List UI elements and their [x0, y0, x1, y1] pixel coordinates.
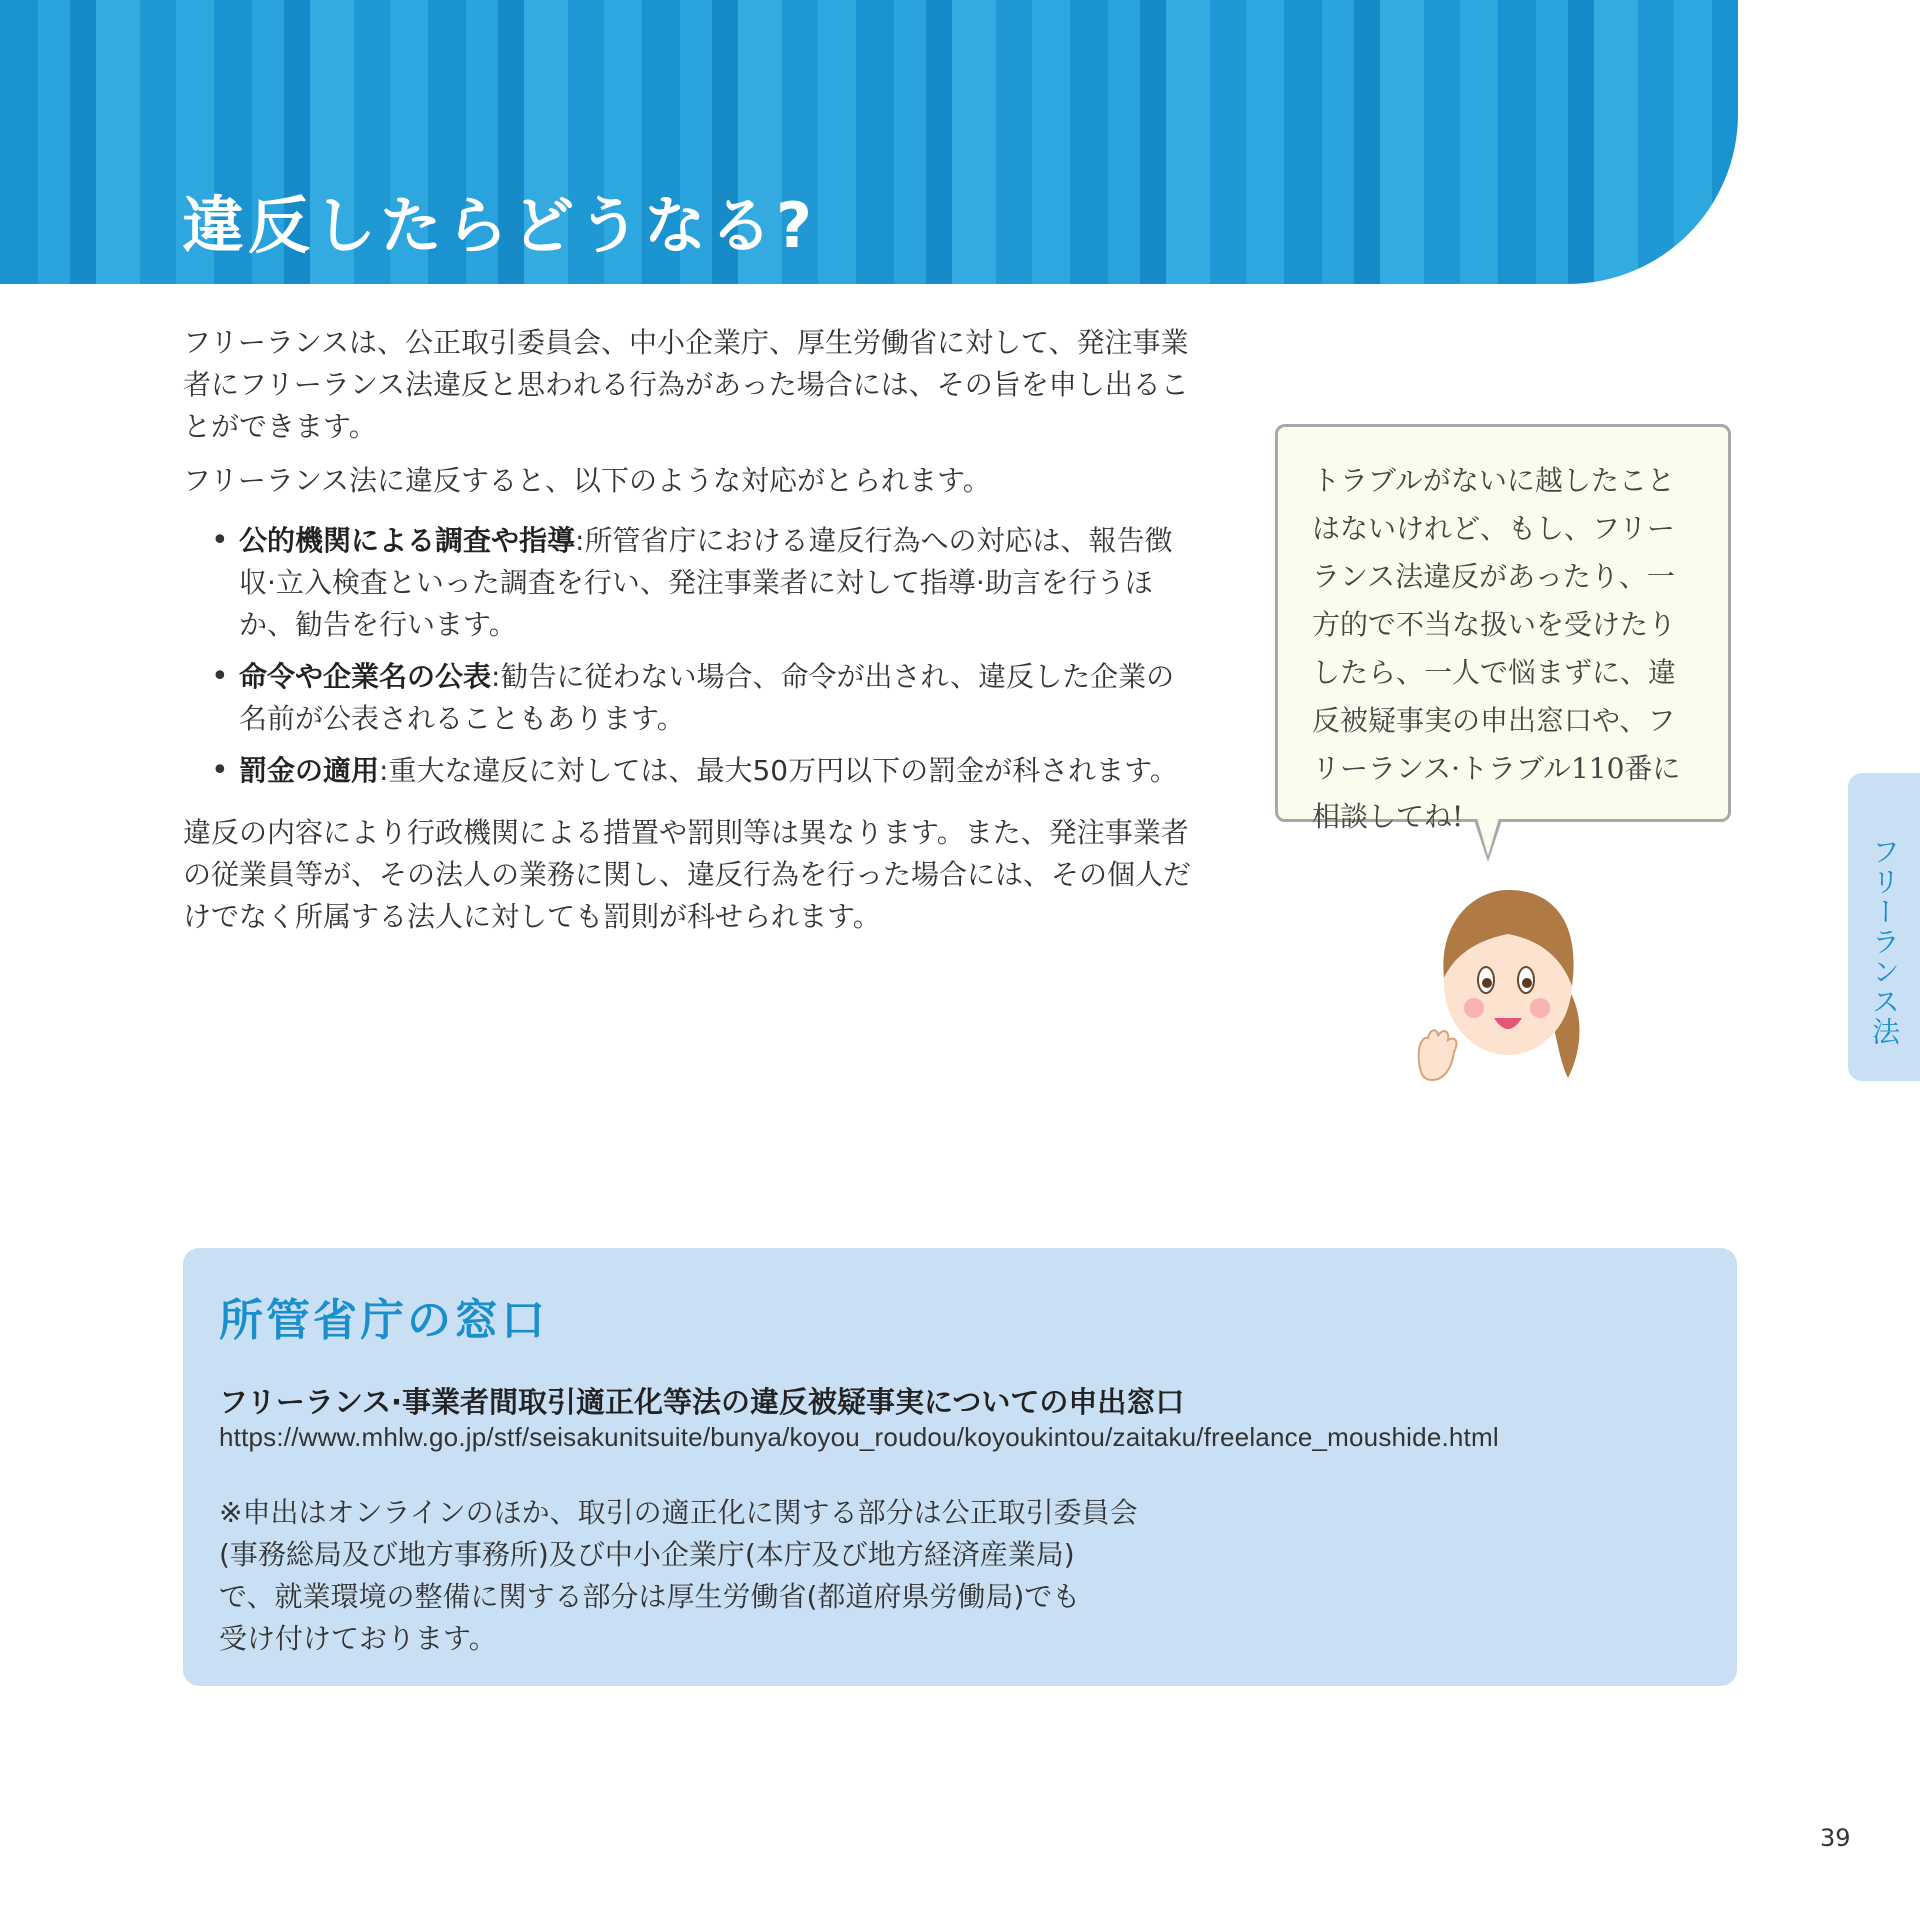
list-item-term: 公的機関による調査や指導: [239, 524, 576, 557]
speech-bubble: [1275, 424, 1731, 833]
speech-bubble-tail-fill: [1477, 818, 1499, 856]
list-item-desc: :重大な違反に対しては、最大50万円以下の罰金が科されます。: [379, 754, 1178, 787]
intro-paragraph: フリーランスは、公正取引委員会、中小企業庁、厚生労働省に対して、発注事業者にフリーランス法違反と思われる行為があった場合には、その旨を申し出ることができます。: [183, 326, 1189, 443]
section-side-tab-label: フリーランス法: [1868, 837, 1901, 1047]
list-item-term: 罰金の適用: [239, 754, 380, 787]
contact-info-note: [219, 1492, 1179, 1660]
waving-hand: [1419, 1030, 1457, 1080]
page-title: 違反したらどうなる?: [182, 189, 816, 262]
note-line: ※申出はオンラインのほか、取引の適正化に関する部分は公正取引委員会: [219, 1496, 1138, 1529]
note-line: で、就業環境の整備に関する部分は厚生労働省(都道府県労働局)でも: [219, 1580, 1081, 1613]
list-item-desc: :所管省庁における違反行為への対応は、報告徴収·立入検査といった調査を行い、発注事業者に対して指導·助言を行うほか、勧告を行います。: [239, 524, 1173, 641]
note-line: (事務総局及び地方事務所)及び中小企業庁(本庁及び地方経済産業局): [219, 1538, 1075, 1571]
note-line: 受け付けております。: [219, 1622, 497, 1655]
list-item: [211, 656, 1193, 740]
main-content: [183, 322, 1193, 950]
woman-character-illustration: [1408, 868, 1608, 1098]
section-side-tab: [1848, 773, 1920, 1081]
speech-bubble-text: トラブルがないに越したことはないけれど、もし、フリーランス法違反があったり、一方的で不当な扱いを受けたりしたら、一人で悩まずに、違反被疑事実の申出窓口や、フリーランス·トラブル110番に相談してね!: [1312, 464, 1681, 833]
left-cheek: [1464, 998, 1484, 1018]
contact-info-title: 所管省庁の窓口: [219, 1295, 548, 1346]
intro-paragraph-2: フリーランス法に違反すると、以下のような対応がとられます。: [183, 464, 991, 497]
consequence-list: [183, 520, 1193, 792]
list-item: [211, 520, 1193, 646]
list-item-term: 命令や企業名の公表: [239, 660, 492, 693]
closing-paragraph: 違反の内容により行政機関による措置や罰則等は異なります。また、発注事業者の従業員等が、その法人の業務に関し、違反行為を行った場合には、その個人だけでなく所属する法人に対しても罰則が科せられます。: [183, 816, 1192, 933]
list-item-desc: :勧告に従わない場合、命令が出され、違反した企業の名前が公表されることもあります。: [239, 660, 1175, 735]
list-item: [211, 750, 1193, 792]
right-cheek: [1530, 998, 1550, 1018]
contact-info-subtitle: フリーランス·事業者間取引適正化等法の違反被疑事実についての申出窓口: [219, 1385, 1185, 1419]
header-banner: [0, 0, 1738, 284]
contact-info-box: [183, 1248, 1737, 1686]
contact-url-link[interactable]: https://www.mhlw.go.jp/stf/seisakunitsuite/bunya/koyou_roudou/koyoukintou/zaitaku/freelance_moushide.html: [219, 1422, 1499, 1452]
page-number: 39: [1820, 1824, 1851, 1852]
